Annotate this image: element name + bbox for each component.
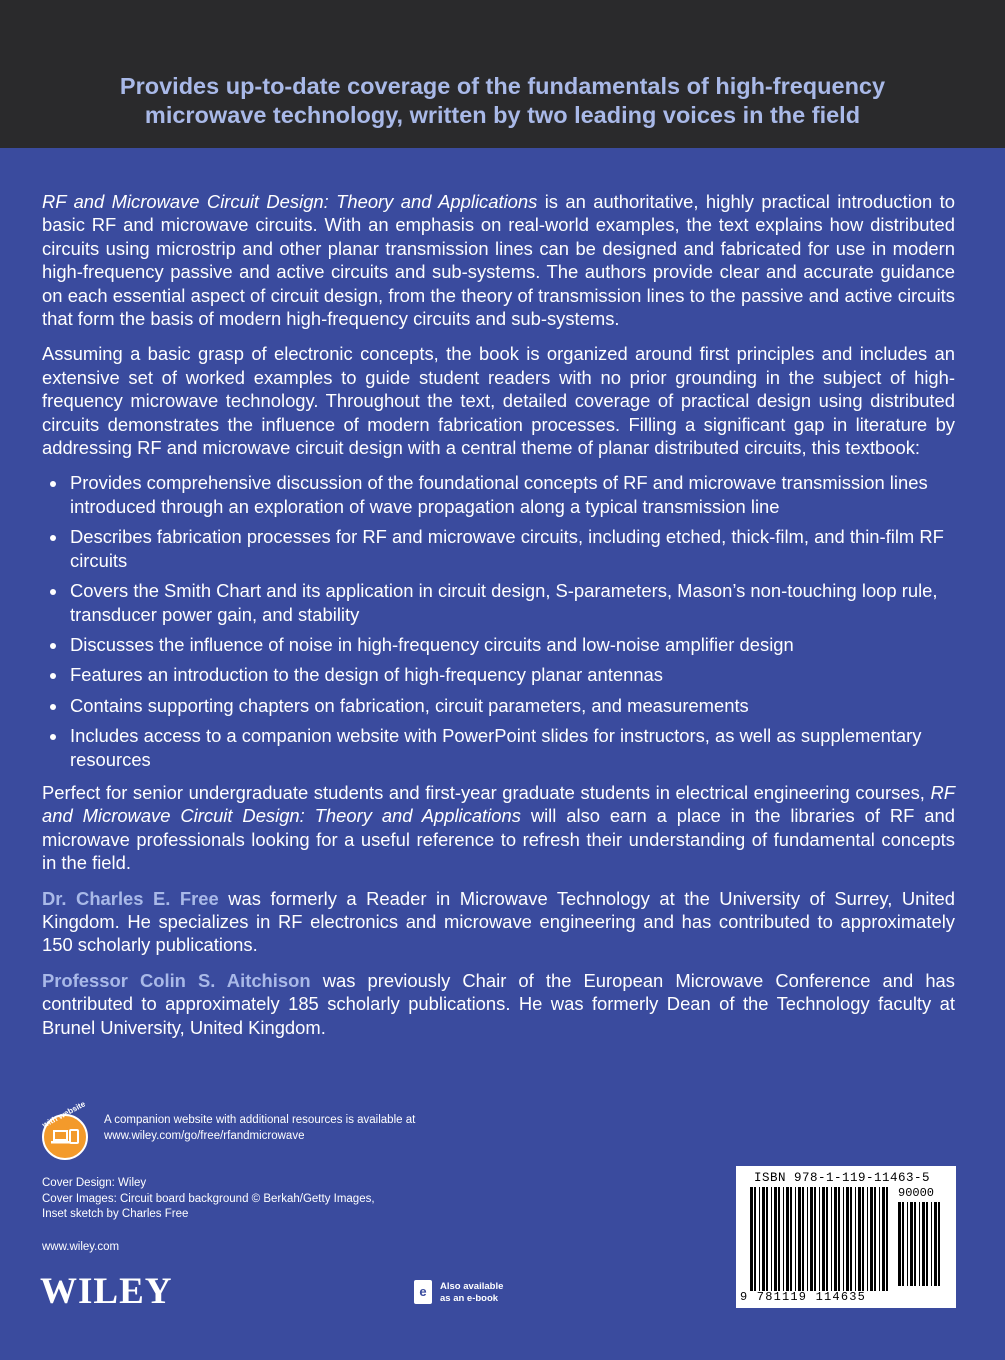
book-title: RF and Microwave Circuit Design: Theory and Applications [42,191,538,212]
isbn-label: ISBN 978-1-119-11463-5 [754,1171,931,1185]
intro-text: is an authoritative, highly practical introduction to basic RF and microwave circuits. With an emphasis on real-world examples, the text explains how distributed circuits using microstrip and other planar transmission lines can be designed and fabricated for use in modern high-frequency passive and active circuits and sub-systems. The authors provide clear and accurate guidance on each essential aspect of circuit design, from the theory of transmission lines to the passive and active circuits that form the basis of modern high-frequency circuits and sub-systems. [42,191,956,330]
list-item: Includes access to a companion website with PowerPoint slides for instructors, as well as supplementary resources [42,724,955,771]
list-item: Covers the Smith Chart and its application in circuit design, S-parameters, Mason’s non-touching loop rule, transducer power gain, and stability [42,579,955,626]
author-bio [42,969,955,1039]
badge-label: with website [40,1099,87,1130]
wiley-logo: WILEY [40,1271,173,1312]
isbn-barcode [736,1166,956,1308]
ebook-text [440,1281,503,1305]
list-item: Contains supporting chapters on fabrication, circuit parameters, and measurements [42,694,955,717]
author-bio [42,887,955,957]
barcode-icon [750,1187,892,1291]
list-item: Features an introduction to the design of high-frequency planar antennas [42,663,955,686]
list-item: Describes fabrication processes for RF and microwave circuits, including etched, thick-film, and thin-film RF circuits [42,525,955,572]
price-code: 90000 [898,1186,935,1200]
author-bio-text: was formerly a Reader in Microwave Technology at the University of Surrey, United Kingdom. He specializes in RF electronics and microwave engineering and has contributed to approximately 150 scholarly publications. [42,887,955,956]
feature-list [42,471,955,770]
barcode-digits: 9 781119 114635 [740,1290,867,1304]
ebook-notice [414,1279,534,1309]
tagline: Provides up-to-date coverage of the fundamentals of high-frequency microwave technology, written by two leading voices in the field [119,73,886,128]
author-bio-text: was previously Chair of the European Microwave Conference and has contributed to approximately 185 scholarly publications. He was formerly Dean of the Technology faculty at Brunel University, United Kingdom. [42,969,955,1038]
credit-sketch: Inset sketch by Charles Free [42,1208,189,1220]
audience-paragraph [42,781,955,875]
companion-text [104,1112,415,1144]
list-item: Provides comprehensive discussion of the foundational concepts of RF and microwave transmission lines introduced through an exploration of wave propagation along a typical transmission line [42,471,955,518]
list-item: Discusses the influence of noise in high-frequency circuits and low-noise amplifier design [42,633,955,656]
laptop-icon [44,1116,86,1158]
back-cover-text [42,190,955,1051]
audience-rest: will also earn a place in the libraries of RF and microwave professionals looking for a useful reference to refresh their understanding of fundamental concepts in the field. [42,805,955,874]
book-title: RF and Microwave Circuit Design: Theory and Applications [42,781,955,827]
price-barcode-icon [898,1202,942,1286]
companion-line: A companion website with additional resources is available at [104,1114,416,1126]
author-name: Professor Colin S. Aitchison [42,969,311,991]
author-name: Dr. Charles E. Free [42,887,219,909]
ebook-line: Also available [440,1281,504,1292]
summary-paragraph: Assuming a basic grasp of electronic concepts, the book is organized around first principles and includes an extensive set of worked examples to guide student readers with no prior grounding in the subject of high-frequency microwave technology. Throughout the text, detailed coverage of practical design using distributed circuits demonstrates the influence of modern fabrication processes. Filling a significant gap in literature by addressing RF and microwave circuit design with a central theme of planar distributed circuits, this textbook: [42,343,955,459]
website-badge-icon [40,1099,88,1160]
companion-url[interactable]: www.wiley.com/go/free/rfandmicrowave [104,1130,305,1142]
ebook-icon: e [414,1280,432,1304]
cover-credits [42,1176,375,1223]
credit-design: Cover Design: Wiley [42,1177,147,1189]
companion-website [42,1100,462,1160]
publisher-site[interactable]: www.wiley.com [42,1241,120,1253]
intro-paragraph [42,190,955,330]
audience-lead: Perfect for senior undergraduate students and first-year graduate students in electrical engineering courses, [42,781,931,803]
ebook-line: as an e-book [440,1293,499,1304]
credit-images: Cover Images: Circuit board background © Berkah/Getty Images, [42,1192,375,1205]
